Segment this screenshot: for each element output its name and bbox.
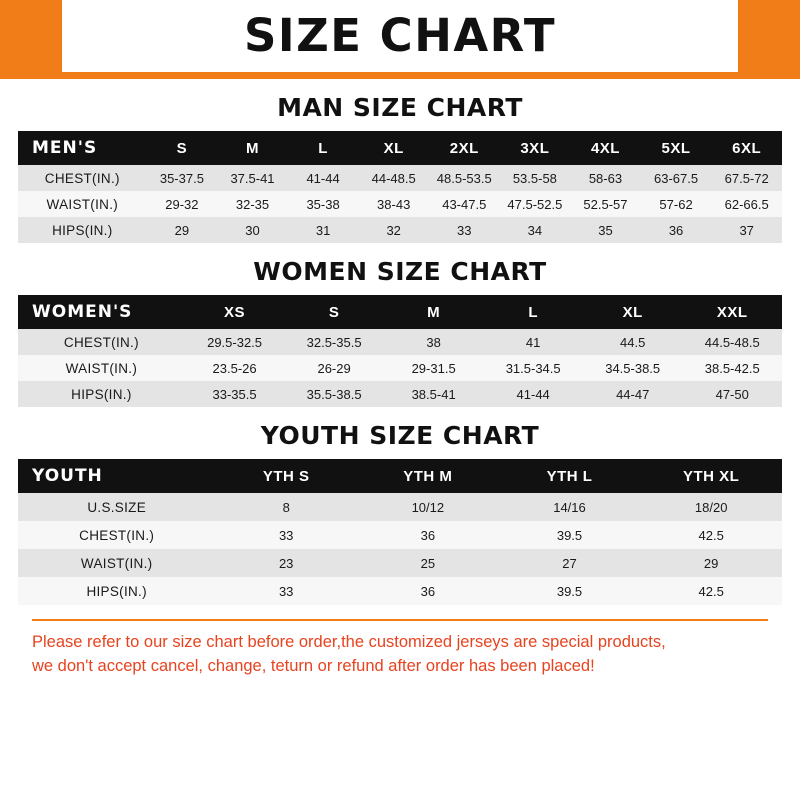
cell: 32-35	[217, 191, 288, 217]
table-row	[18, 493, 782, 521]
table-row	[18, 521, 782, 549]
cell: 67.5-72	[711, 165, 782, 191]
banner-left-accent	[0, 0, 62, 72]
cell: 42.5	[640, 577, 782, 605]
cell: 41	[483, 329, 583, 355]
table-row	[18, 577, 782, 605]
column-header-yth-s: YTH S	[215, 459, 357, 493]
cell: 27	[499, 549, 641, 577]
row-label-chest: CHEST(IN.)	[18, 521, 215, 549]
column-header-xl: XL	[358, 131, 429, 165]
cell: 33	[215, 577, 357, 605]
cell: 41-44	[288, 165, 359, 191]
column-header-6xl: 6XL	[711, 131, 782, 165]
cell: 48.5-53.5	[429, 165, 500, 191]
cell: 44.5	[583, 329, 683, 355]
cell: 47-50	[682, 381, 782, 407]
cell: 18/20	[640, 493, 782, 521]
cell: 39.5	[499, 521, 641, 549]
cell: 31	[288, 217, 359, 243]
cell: 38.5-41	[384, 381, 484, 407]
cell: 23	[215, 549, 357, 577]
cell: 36	[357, 577, 499, 605]
column-header-5xl: 5XL	[641, 131, 712, 165]
row-label-waist: WAIST(IN.)	[18, 355, 185, 381]
column-header-rowlabel: YOUTH	[18, 459, 215, 493]
section-youth	[18, 407, 782, 605]
column-header-m: M	[217, 131, 288, 165]
footer-disclaimer	[32, 619, 768, 679]
cell: 39.5	[499, 577, 641, 605]
cell: 26-29	[284, 355, 384, 381]
cell: 43-47.5	[429, 191, 500, 217]
table-row	[18, 191, 782, 217]
footer-line-1: Please refer to our size chart before order,the customized jerseys are special products,	[32, 633, 666, 651]
row-label-waist: WAIST(IN.)	[18, 191, 147, 217]
cell: 62-66.5	[711, 191, 782, 217]
column-header-xs: XS	[185, 295, 285, 329]
banner-right-accent	[738, 0, 800, 72]
table-row	[18, 217, 782, 243]
cell: 36	[357, 521, 499, 549]
column-header-m: M	[384, 295, 484, 329]
header-banner	[0, 0, 800, 72]
cell: 36	[641, 217, 712, 243]
cell: 53.5-58	[500, 165, 571, 191]
table-row	[18, 381, 782, 407]
cell: 10/12	[357, 493, 499, 521]
cell: 35.5-38.5	[284, 381, 384, 407]
column-header-xl: XL	[583, 295, 683, 329]
table-header-row	[18, 295, 782, 329]
column-header-s: S	[284, 295, 384, 329]
cell: 38.5-42.5	[682, 355, 782, 381]
column-header-2xl: 2XL	[429, 131, 500, 165]
cell: 31.5-34.5	[483, 355, 583, 381]
cell: 33-35.5	[185, 381, 285, 407]
column-header-l: L	[288, 131, 359, 165]
cell: 30	[217, 217, 288, 243]
cell: 29-32	[147, 191, 218, 217]
cell: 44.5-48.5	[682, 329, 782, 355]
row-label-us-size: U.S.SIZE	[18, 493, 215, 521]
column-header-rowlabel: WOMEN'S	[18, 295, 185, 329]
section-title-youth: YOUTH SIZE CHART	[260, 421, 540, 450]
cell: 25	[357, 549, 499, 577]
cell: 35	[570, 217, 641, 243]
cell: 63-67.5	[641, 165, 712, 191]
table-header-row	[18, 459, 782, 493]
man-size-table	[18, 131, 782, 243]
cell: 37.5-41	[217, 165, 288, 191]
table-row	[18, 165, 782, 191]
cell: 47.5-52.5	[500, 191, 571, 217]
section-women	[18, 243, 782, 407]
cell: 35-37.5	[147, 165, 218, 191]
column-header-yth-m: YTH M	[357, 459, 499, 493]
table-row	[18, 549, 782, 577]
cell: 38	[384, 329, 484, 355]
women-size-table	[18, 295, 782, 407]
cell: 29	[640, 549, 782, 577]
footer-line-2: we don't accept cancel, change, teturn or refund after order has been placed!	[32, 656, 595, 675]
cell: 14/16	[499, 493, 641, 521]
cell: 32.5-35.5	[284, 329, 384, 355]
section-man	[18, 79, 782, 243]
row-label-hips: HIPS(IN.)	[18, 381, 185, 407]
column-header-yth-xl: YTH XL	[640, 459, 782, 493]
column-header-3xl: 3XL	[500, 131, 571, 165]
cell: 29-31.5	[384, 355, 484, 381]
cell: 8	[215, 493, 357, 521]
table-row	[18, 329, 782, 355]
cell: 23.5-26	[185, 355, 285, 381]
page-title: SIZE CHART	[243, 9, 557, 62]
cell: 37	[711, 217, 782, 243]
cell: 44-47	[583, 381, 683, 407]
cell: 34.5-38.5	[583, 355, 683, 381]
cell: 38-43	[358, 191, 429, 217]
table-row	[18, 355, 782, 381]
cell: 33	[429, 217, 500, 243]
youth-size-table	[18, 459, 782, 605]
row-label-chest: CHEST(IN.)	[18, 165, 147, 191]
table-header-row	[18, 131, 782, 165]
row-label-waist: WAIST(IN.)	[18, 549, 215, 577]
cell: 41-44	[483, 381, 583, 407]
cell: 33	[215, 521, 357, 549]
column-header-l: L	[483, 295, 583, 329]
section-title-man: MAN SIZE CHART	[277, 93, 523, 122]
column-header-yth-l: YTH L	[499, 459, 641, 493]
content	[0, 79, 800, 800]
column-header-rowlabel: MEN'S	[18, 131, 147, 165]
cell: 42.5	[640, 521, 782, 549]
row-label-chest: CHEST(IN.)	[18, 329, 185, 355]
row-label-hips: HIPS(IN.)	[18, 577, 215, 605]
banner-underline	[0, 72, 800, 79]
cell: 29.5-32.5	[185, 329, 285, 355]
cell: 32	[358, 217, 429, 243]
cell: 29	[147, 217, 218, 243]
column-header-xxl: XXL	[682, 295, 782, 329]
section-title-women: WOMEN SIZE CHART	[253, 257, 547, 286]
cell: 52.5-57	[570, 191, 641, 217]
cell: 58-63	[570, 165, 641, 191]
cell: 57-62	[641, 191, 712, 217]
row-label-hips: HIPS(IN.)	[18, 217, 147, 243]
cell: 35-38	[288, 191, 359, 217]
column-header-4xl: 4XL	[570, 131, 641, 165]
cell: 44-48.5	[358, 165, 429, 191]
cell: 34	[500, 217, 571, 243]
column-header-s: S	[147, 131, 218, 165]
